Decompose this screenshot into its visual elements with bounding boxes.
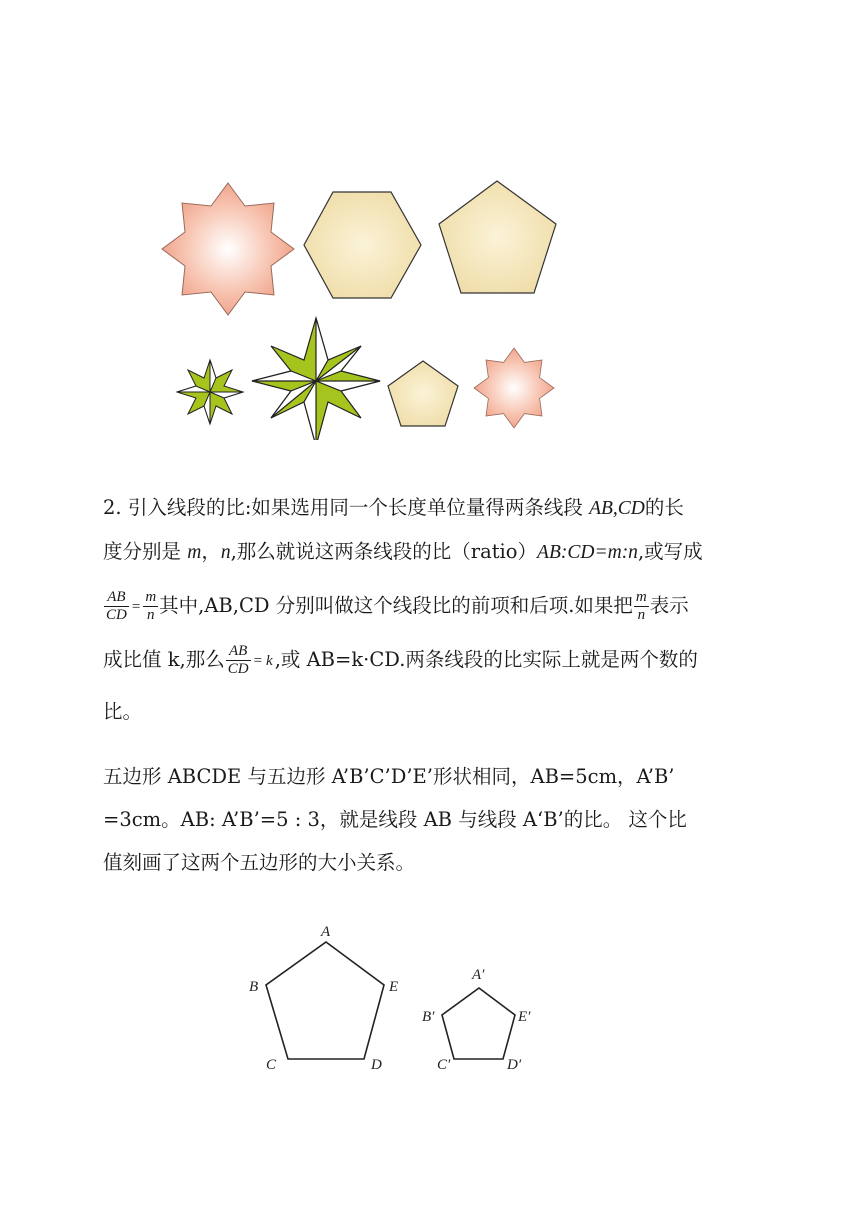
- frac-den: n: [637, 607, 646, 623]
- para2-line2-text: =3cm。AB: A’B’=5 : 3，就是线段 AB 与线段 A‘B’的比。 这个比: [103, 808, 687, 831]
- frac-num: m: [145, 589, 157, 605]
- label-D-prime: D′: [507, 1057, 522, 1073]
- para1-line3-end: 表示: [649, 594, 689, 617]
- shapes-illustration: [0, 0, 860, 440]
- para1-line1: [103, 496, 684, 521]
- para1-line2-text: 度分别是: [103, 540, 182, 563]
- equals-sign: =: [253, 652, 263, 669]
- comma: ，: [201, 540, 221, 563]
- para1-line1-text: 引入线段的比:如果选用同一个长度单位量得两条线段: [127, 496, 583, 519]
- cream-pentagon-small: [388, 361, 458, 426]
- para1-line4: [103, 640, 698, 681]
- var-n: n: [220, 542, 231, 563]
- para2-line1-text: 五边形 ABCDE 与五边形 A’B’C’D’E’形状相同，AB=5cm，A’B’: [103, 765, 675, 788]
- para1-line2-mid: ,那么就说这两条线段的比（ratio）: [230, 540, 538, 563]
- equals-sign: =: [131, 598, 141, 615]
- para1-line5-text: 比。: [103, 700, 143, 723]
- para1-line3-text: 其中,AB,CD 分别叫做这个线段比的前项和后项.如果把: [159, 594, 633, 617]
- label-C: C: [266, 1057, 277, 1073]
- var-k: k: [266, 652, 273, 669]
- fraction-m-n-2: [634, 589, 649, 624]
- label-B: B: [249, 979, 259, 995]
- var-m: m: [187, 542, 202, 563]
- fraction-m-n: [143, 589, 158, 624]
- label-D: D: [371, 1057, 382, 1073]
- label-B-prime: B′: [422, 1009, 435, 1025]
- para1-line4-end: ,或 AB=k·CD.两条线段的比实际上就是两个数的: [274, 648, 698, 671]
- label-A-prime: A′: [472, 967, 485, 983]
- frac-num: AB: [226, 643, 251, 661]
- fraction-ab-cd-2: [226, 643, 251, 678]
- para1-line2: [103, 540, 703, 565]
- para2-line2: [103, 808, 687, 832]
- label-A: A: [321, 924, 331, 940]
- frac-den: CD: [106, 607, 127, 623]
- cream-hexagon: [304, 192, 421, 298]
- para1-line2-end: ,或写成: [637, 540, 703, 563]
- frac-den: n: [146, 607, 155, 623]
- pink-eight-point-star-large: [162, 183, 294, 315]
- segment-names: AB,CD: [589, 498, 645, 519]
- para2-line1: [103, 765, 675, 789]
- fraction-ab-cd: [104, 589, 129, 624]
- para2-line3: [103, 851, 415, 875]
- label-C-prime: C′: [437, 1057, 451, 1073]
- frac-num: m: [635, 589, 647, 605]
- para1-line4-text: 成比值 k,那么: [103, 648, 225, 671]
- para1-line3: [103, 586, 689, 627]
- para2-line3-text: 值刻画了这两个五边形的大小关系。: [103, 851, 416, 874]
- pentagon-a-prime: [442, 988, 515, 1059]
- pentagon-abcde: [266, 942, 384, 1059]
- item-number: 2.: [103, 496, 122, 519]
- green-compass-star-small: [177, 360, 243, 424]
- cream-pentagon-large: [439, 181, 556, 293]
- frac-den: CD: [227, 661, 249, 677]
- frac-num: AB: [104, 589, 129, 607]
- ratio-expression: AB:CD=m:n: [537, 542, 638, 563]
- green-compass-star-large: [252, 318, 380, 440]
- para1-line5: [103, 700, 142, 724]
- label-E: E: [389, 979, 399, 995]
- pink-eight-point-star-small: [474, 348, 554, 428]
- para1-line1-end: 的长: [644, 496, 684, 519]
- pentagon-figure: [0, 900, 860, 1100]
- label-E-prime: E′: [518, 1009, 531, 1025]
